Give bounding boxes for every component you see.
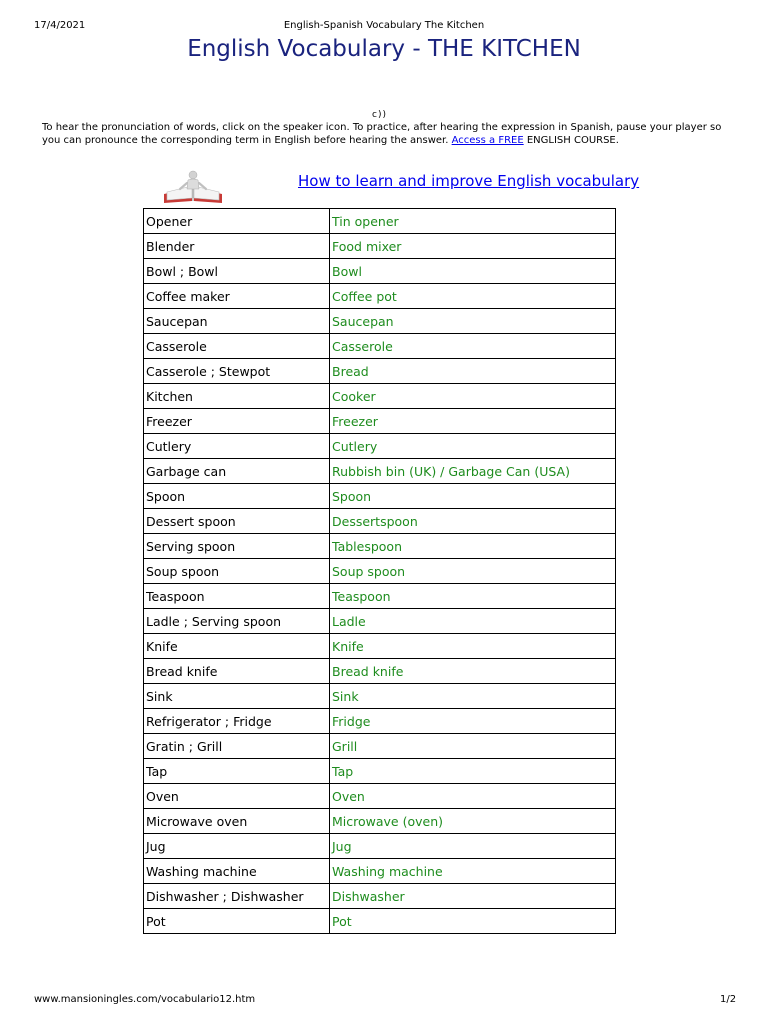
table-row bbox=[144, 534, 616, 559]
translation-cell: Sink bbox=[330, 684, 616, 709]
english-term-cell: Soup spoon bbox=[144, 559, 330, 584]
english-term-cell: Ladle ; Serving spoon bbox=[144, 609, 330, 634]
learn-vocabulary-link[interactable]: How to learn and improve English vocabulary bbox=[298, 172, 640, 190]
english-term-cell: Oven bbox=[144, 784, 330, 809]
print-header-title: English-Spanish Vocabulary The Kitchen bbox=[283, 20, 485, 31]
translation-cell: Cooker bbox=[330, 384, 616, 409]
table-row bbox=[144, 784, 616, 809]
translation-cell: Spoon bbox=[330, 484, 616, 509]
table-row bbox=[144, 834, 616, 859]
table-row bbox=[144, 209, 616, 234]
table-row bbox=[144, 284, 616, 309]
english-term-cell: Serving spoon bbox=[144, 534, 330, 559]
table-row bbox=[144, 234, 616, 259]
speaker-icon[interactable]: c)) bbox=[372, 110, 387, 120]
intro-paragraph bbox=[42, 122, 732, 147]
table-row bbox=[144, 359, 616, 384]
english-term-cell: Casserole bbox=[144, 334, 330, 359]
intro-after-link: ENGLISH COURSE. bbox=[523, 134, 619, 146]
page-title: English Vocabulary - THE KITCHEN bbox=[187, 36, 581, 62]
table-row bbox=[144, 259, 616, 284]
translation-cell: Saucepan bbox=[330, 309, 616, 334]
table-row bbox=[144, 884, 616, 909]
table-row bbox=[144, 409, 616, 434]
translation-cell: Coffee pot bbox=[330, 284, 616, 309]
table-row bbox=[144, 609, 616, 634]
translation-cell: Grill bbox=[330, 734, 616, 759]
translation-cell: Microwave (oven) bbox=[330, 809, 616, 834]
english-term-cell: Coffee maker bbox=[144, 284, 330, 309]
table-row bbox=[144, 334, 616, 359]
print-date: 17/4/2021 bbox=[34, 20, 86, 31]
english-term-cell: Refrigerator ; Fridge bbox=[144, 709, 330, 734]
table-row bbox=[144, 459, 616, 484]
table-row bbox=[144, 859, 616, 884]
vocabulary-table bbox=[143, 208, 616, 934]
english-term-cell: Microwave oven bbox=[144, 809, 330, 834]
translation-cell: Jug bbox=[330, 834, 616, 859]
english-term-cell: Gratin ; Grill bbox=[144, 734, 330, 759]
table-row bbox=[144, 634, 616, 659]
translation-cell: Freezer bbox=[330, 409, 616, 434]
english-term-cell: Dishwasher ; Dishwasher bbox=[144, 884, 330, 909]
table-row bbox=[144, 384, 616, 409]
english-term-cell: Sink bbox=[144, 684, 330, 709]
english-term-cell: Saucepan bbox=[144, 309, 330, 334]
page-number: 1/2 bbox=[720, 994, 737, 1005]
english-term-cell: Blender bbox=[144, 234, 330, 259]
table-row bbox=[144, 709, 616, 734]
translation-cell: Teaspoon bbox=[330, 584, 616, 609]
translation-cell: Knife bbox=[330, 634, 616, 659]
table-row bbox=[144, 734, 616, 759]
intro-text: To hear the pronunciation of words, click on the speaker icon. To practice, after hearing the expression in Spanish, pause your player so you can pronounce the corresponding term in English before hearing the answer. bbox=[42, 122, 722, 146]
english-term-cell: Opener bbox=[144, 209, 330, 234]
english-term-cell: Washing machine bbox=[144, 859, 330, 884]
table-row bbox=[144, 309, 616, 334]
english-term-cell: Garbage can bbox=[144, 459, 330, 484]
english-term-cell: Freezer bbox=[144, 409, 330, 434]
table-row bbox=[144, 909, 616, 934]
translation-cell: Bread bbox=[330, 359, 616, 384]
english-term-cell: Knife bbox=[144, 634, 330, 659]
table-row bbox=[144, 759, 616, 784]
translation-cell: Fridge bbox=[330, 709, 616, 734]
translation-cell: Rubbish bin (UK) / Garbage Can (USA) bbox=[330, 459, 616, 484]
english-term-cell: Casserole ; Stewpot bbox=[144, 359, 330, 384]
table-row bbox=[144, 809, 616, 834]
english-term-cell: Kitchen bbox=[144, 384, 330, 409]
translation-cell: Tablespoon bbox=[330, 534, 616, 559]
book-reader-icon bbox=[162, 170, 224, 204]
translation-cell: Tap bbox=[330, 759, 616, 784]
english-term-cell: Bowl ; Bowl bbox=[144, 259, 330, 284]
vocabulary-table-body bbox=[144, 209, 616, 934]
english-term-cell: Bread knife bbox=[144, 659, 330, 684]
table-row bbox=[144, 484, 616, 509]
translation-cell: Dessertspoon bbox=[330, 509, 616, 534]
translation-cell: Soup spoon bbox=[330, 559, 616, 584]
translation-cell: Ladle bbox=[330, 609, 616, 634]
english-term-cell: Teaspoon bbox=[144, 584, 330, 609]
table-row bbox=[144, 509, 616, 534]
english-term-cell: Dessert spoon bbox=[144, 509, 330, 534]
footer-url: www.mansioningles.com/vocabulario12.htm bbox=[34, 994, 256, 1005]
table-row bbox=[144, 434, 616, 459]
translation-cell: Casserole bbox=[330, 334, 616, 359]
translation-cell: Bread knife bbox=[330, 659, 616, 684]
translation-cell: Dishwasher bbox=[330, 884, 616, 909]
table-row bbox=[144, 559, 616, 584]
translation-cell: Washing machine bbox=[330, 859, 616, 884]
table-row bbox=[144, 659, 616, 684]
english-term-cell: Tap bbox=[144, 759, 330, 784]
translation-cell: Pot bbox=[330, 909, 616, 934]
table-row bbox=[144, 684, 616, 709]
table-row bbox=[144, 584, 616, 609]
translation-cell: Bowl bbox=[330, 259, 616, 284]
translation-cell: Cutlery bbox=[330, 434, 616, 459]
translation-cell: Oven bbox=[330, 784, 616, 809]
english-term-cell: Cutlery bbox=[144, 434, 330, 459]
translation-cell: Tin opener bbox=[330, 209, 616, 234]
translation-cell: Food mixer bbox=[330, 234, 616, 259]
english-term-cell: Spoon bbox=[144, 484, 330, 509]
english-term-cell: Jug bbox=[144, 834, 330, 859]
english-term-cell: Pot bbox=[144, 909, 330, 934]
free-course-link[interactable]: Access a FREE bbox=[451, 134, 524, 146]
